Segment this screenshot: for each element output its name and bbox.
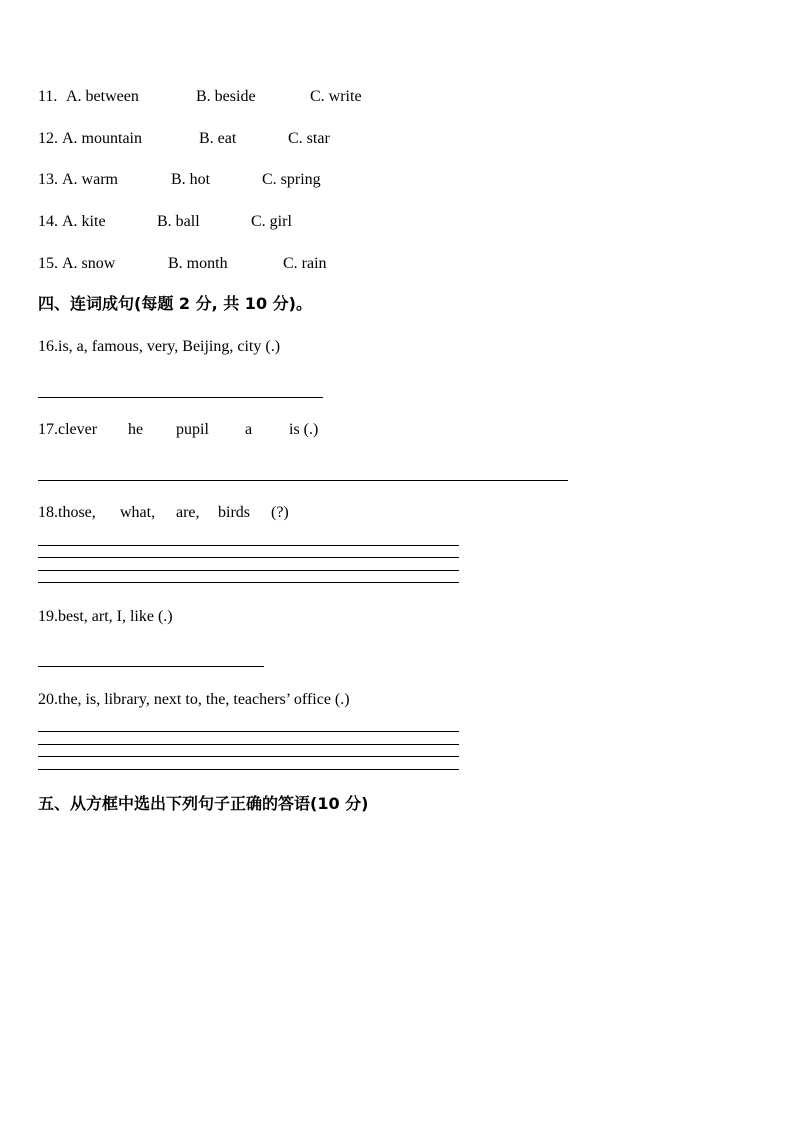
question-12: [38, 129, 330, 149]
option-a: A. kite: [62, 213, 106, 230]
word: those,: [58, 504, 96, 521]
section-4-heading: 四、连词成句(每题 2 分, 共 10 分)。: [38, 294, 312, 313]
writing-line[interactable]: [38, 557, 459, 558]
question-17: [38, 420, 319, 440]
option-c: C. girl: [251, 213, 292, 230]
writing-line[interactable]: [38, 582, 459, 583]
question-number: 12.: [38, 130, 58, 147]
option-a: A. snow: [62, 255, 116, 272]
question-text: is, a, famous, very, Beijing, city (.): [58, 338, 281, 355]
question-number: 20.: [38, 691, 58, 708]
section-5-heading: 五、从方框中选出下列句子正确的答语(10 分): [38, 794, 369, 813]
writing-line[interactable]: [38, 545, 459, 546]
option-b: B. eat: [199, 130, 237, 147]
word: is (.): [289, 421, 319, 438]
option-c: C. write: [310, 88, 362, 105]
question-number: 17.: [38, 421, 58, 438]
question-text: the, is, library, next to, the, teachers’ office (.): [58, 691, 350, 708]
option-a: A. warm: [62, 171, 118, 188]
question-13: [38, 170, 321, 190]
writing-line[interactable]: [38, 570, 459, 571]
word: he: [128, 421, 144, 438]
word: are,: [176, 504, 200, 521]
option-c: C. star: [288, 130, 330, 147]
question-14: [38, 212, 292, 232]
word: clever: [58, 421, 98, 438]
question-number: 15.: [38, 255, 58, 272]
question-number: 14.: [38, 213, 58, 230]
question-number: 18.: [38, 504, 58, 521]
option-b: B. beside: [196, 88, 256, 105]
writing-line[interactable]: [38, 769, 459, 770]
option-b: B. ball: [157, 213, 200, 230]
question-18: [38, 503, 289, 523]
word: pupil: [176, 421, 209, 438]
writing-line[interactable]: [38, 756, 459, 757]
question-16: [38, 337, 280, 357]
question-number: 16.: [38, 338, 58, 355]
word: a: [245, 421, 253, 438]
question-number: 13.: [38, 171, 58, 188]
option-a: A. mountain: [62, 130, 142, 147]
option-a: A. between: [66, 88, 139, 105]
option-b: B. month: [168, 255, 228, 272]
writing-line[interactable]: [38, 744, 459, 745]
answer-line[interactable]: [38, 480, 568, 481]
question-number: 19.: [38, 608, 58, 625]
question-20: [38, 690, 350, 710]
answer-line[interactable]: [38, 666, 264, 667]
question-11: [38, 87, 362, 107]
question-15: [38, 254, 327, 274]
option-b: B. hot: [171, 171, 211, 188]
answer-line[interactable]: [38, 397, 323, 398]
question-text: best, art, I, like (.): [58, 608, 173, 625]
question-19: [38, 607, 173, 627]
option-c: C. rain: [283, 255, 327, 272]
writing-line[interactable]: [38, 731, 459, 732]
question-number: 11.: [38, 88, 58, 105]
word: what,: [120, 504, 156, 521]
word: birds: [218, 504, 250, 521]
word: (?): [271, 504, 289, 521]
option-c: C. spring: [262, 171, 321, 188]
